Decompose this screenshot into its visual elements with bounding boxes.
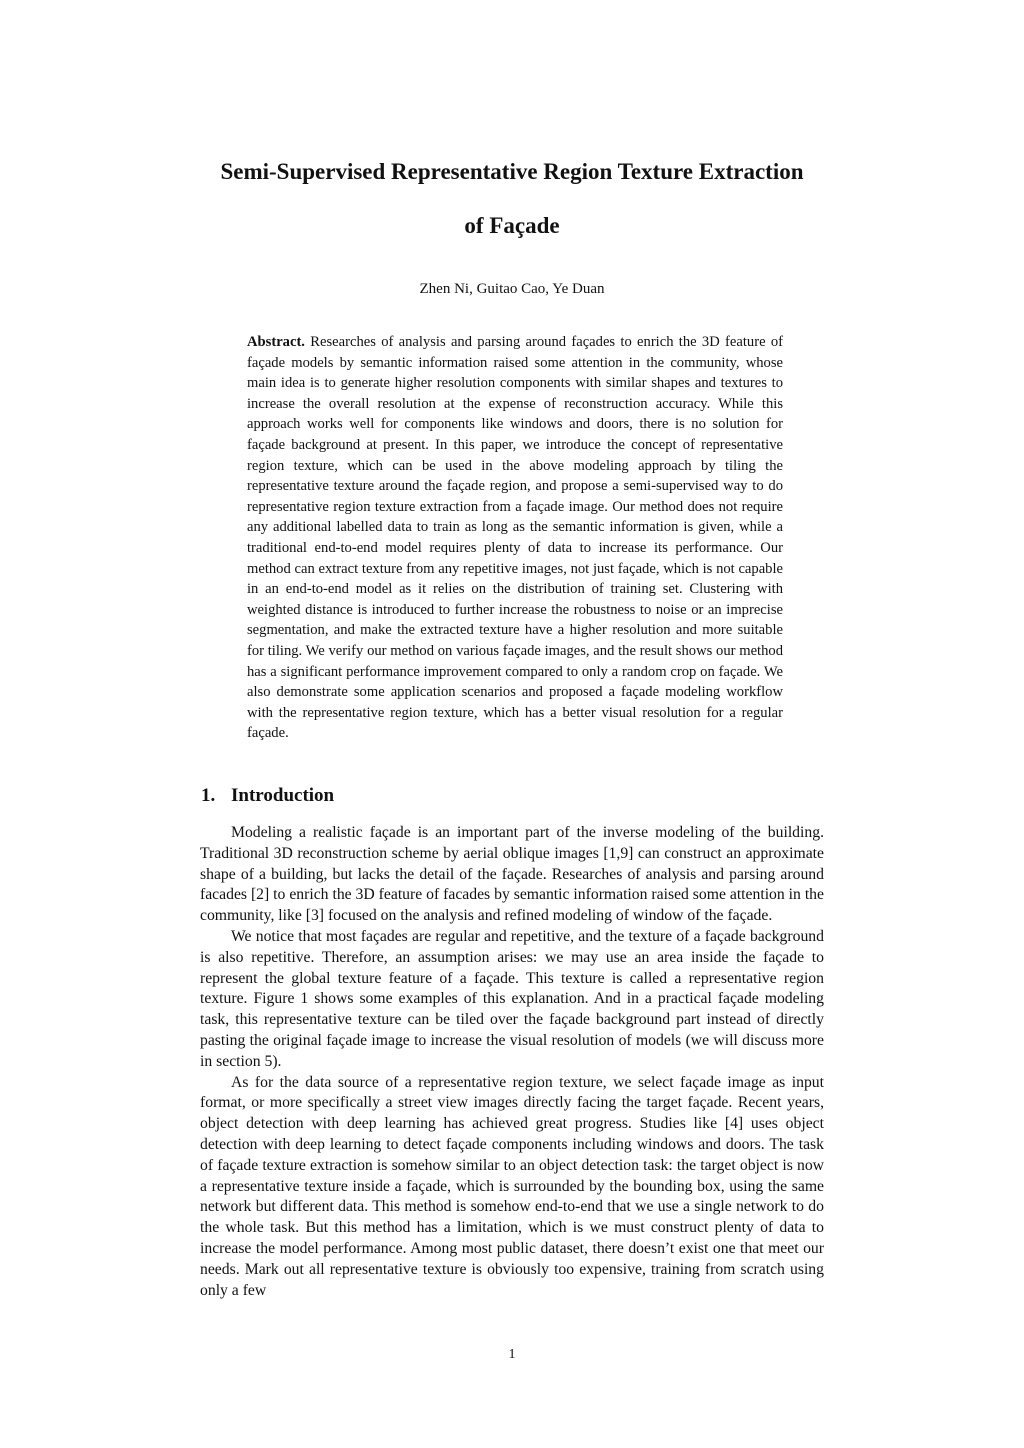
body-paragraph: As for the data source of a representative region texture, we select façade image as input format, or more specifically a street view images directly facing the target façade. Recent years, object detection with deep learning has achieved great progress. Studies like [4] uses object detection with deep learning to detect façade components including windows and doors. The task of façade texture extraction is somehow similar to an object detection task: the target object is now a representative texture inside a façade, which is surrounded by the bounding box, using the same network but different data. This method is somehow end-to-end that we use a single network to do the whole task. But this method has a limitation, which is we must construct plenty of data to increase the model performance. Among most public dataset, there doesn’t exist one that meet our needs. Mark out all representative texture is obviously too expensive, training from scratch using only a few — [200, 1073, 824, 1299]
page-number: 1 — [508, 1347, 516, 1362]
section-title: Introduction — [231, 785, 335, 806]
abstract — [247, 332, 783, 744]
author-list: Zhen Ni, Guitao Cao, Ye Duan — [419, 281, 605, 297]
paper-title-line-2: of Façade — [464, 213, 560, 238]
paper-title-line-1: Semi-Supervised Representative Region Texture Extraction — [220, 159, 804, 184]
section-number: 1. — [201, 785, 216, 806]
abstract-text: Researches of analysis and parsing around façades to enrich the 3D feature of façade models by semantic information raised some attention in the community, whose main idea is to generate higher resolution components with similar shapes and textures to increase the overall resolution at the expense of reconstruction accuracy. While this approach works well for components like windows and doors, there is no solution for façade background at present. In this paper, we introduce the concept of representative region texture, which can be used in the above modeling approach by tiling the representative texture around the façade region, and propose a semi-supervised way to do representative region texture extraction from a façade image. Our method does not require any additional labelled data to train as long as the semantic information is given, while a traditional end-to-end model requires plenty of data to increase its performance. Our method can extract texture from any repetitive images, not just façade, which is not capable in an end-to-end model as it relies on the distribution of training set. Clustering with weighted distance is introduced to further increase the robustness to noise or an imprecise segmentation, and make the extracted texture have a higher resolution and more suitable for tiling. We verify our method on various façade images, and the result shows our method has a significant performance improvement compared to only a random crop on façade. We also demonstrate some application scenarios and proposed a façade modeling workflow with the representative region texture, which has a better visual resolution for a regular façade. — [247, 334, 783, 742]
body-paragraph: Modeling a realistic façade is an important part of the inverse modeling of the building. Traditional 3D reconstruction scheme by aerial oblique images [1,9] can construct an approximate shape of a building, but lacks the detail of the façade. Researches of analysis and parsing around facades [2] to enrich the 3D feature of facades by semantic information raised some attention in the community, like [3] focused on the analysis and refined modeling of window of the façade. — [200, 824, 824, 925]
introduction-body — [200, 823, 824, 1301]
body-paragraph: We notice that most façades are regular and repetitive, and the texture of a façade background is also repetitive. Therefore, an assumption arises: we may use an area inside the façade to represent the global texture feature of a façade. This texture is called a representative region texture. Figure 1 shows some examples of this explanation. And in a practical façade modeling task, this representative texture can be tiled over the façade background part instead of directly pasting the original façade image to increase the visual resolution of models (we will discuss more in section 5). — [200, 927, 824, 1070]
section-heading-introduction — [201, 785, 334, 807]
abstract-label: Abstract. — [247, 334, 305, 350]
